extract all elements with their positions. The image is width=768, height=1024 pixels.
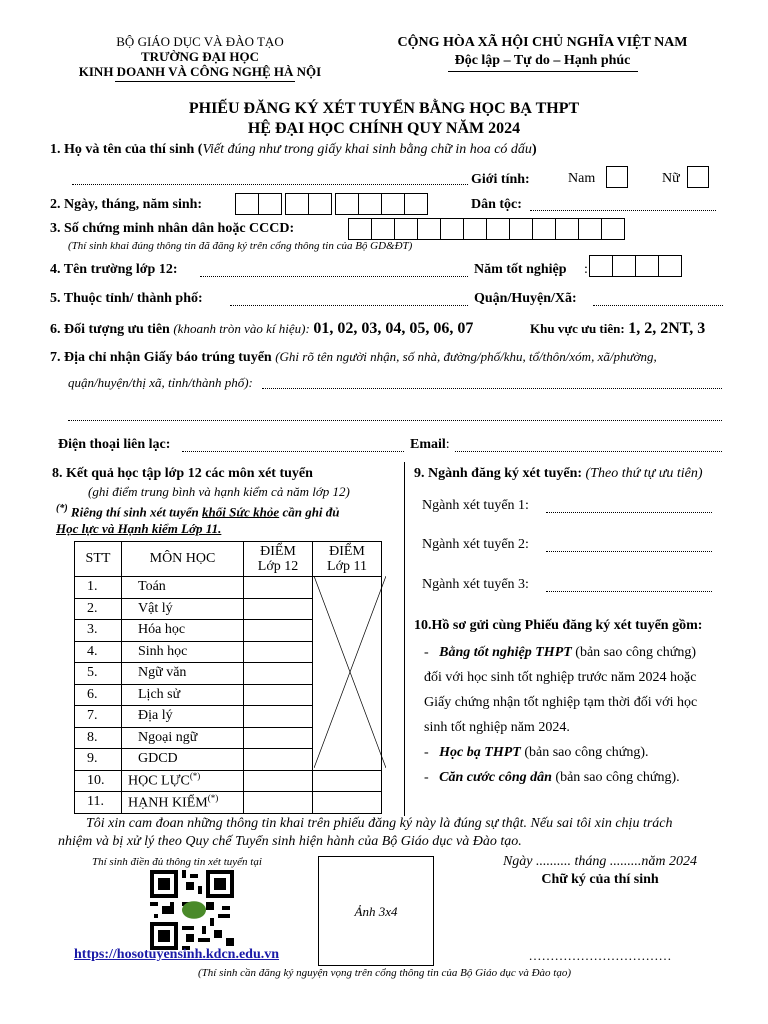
dob-year-1[interactable] [335, 193, 359, 215]
id-digit[interactable] [348, 218, 372, 240]
section-9-title [414, 466, 703, 482]
table-row [75, 770, 382, 792]
major-choice-1-label: Ngành xét tuyển 1: [422, 498, 529, 513]
province-input-line[interactable] [230, 291, 468, 306]
special-text-c: cần ghi đủ [279, 504, 340, 520]
gender-female-checkbox[interactable] [687, 166, 709, 188]
district-input-line[interactable] [593, 291, 723, 306]
id-digit[interactable] [601, 218, 625, 240]
grade-11-cell[interactable] [313, 770, 382, 792]
row-subject-text: Địa lý [138, 708, 173, 724]
doc-item-3 [424, 765, 744, 790]
col-header-stt: STT [75, 542, 122, 577]
row-subject [122, 641, 244, 663]
row-stt: 5. [75, 663, 122, 685]
email-colon: : [445, 437, 450, 452]
row-subject [122, 684, 244, 706]
special-sup: (*) [56, 503, 68, 514]
id-digit[interactable] [509, 218, 533, 240]
doc-item-1 [424, 640, 744, 665]
ethnic-input-line[interactable] [530, 196, 716, 211]
row-stt: 1. [75, 577, 122, 599]
grade-12-cell[interactable] [244, 770, 313, 792]
doc-item-2 [424, 740, 744, 765]
field-7-note2: quận/huyện/thị xã, tỉnh/thành phố): [68, 375, 253, 390]
grade-11-cell[interactable] [313, 792, 382, 814]
area-codes[interactable]: 1, 2, 2NT, 3 [628, 320, 706, 337]
university-line1: TRƯỜNG ĐẠI HỌC [141, 49, 259, 64]
area-label: Khu vực ưu tiên: [530, 321, 625, 336]
grade-12-cell[interactable] [244, 577, 313, 599]
row-subject-text: Hóa học [138, 622, 186, 638]
doc-item-1-cont1: đối với học sinh tốt nghiệp trước năm 2024 hoặc [424, 670, 697, 685]
row-stt: 2. [75, 598, 122, 620]
major-choice-2-input[interactable] [546, 538, 712, 552]
row-subject [122, 770, 244, 792]
ethnic-label: Dân tộc: [471, 197, 522, 212]
gender-male-checkbox[interactable] [606, 166, 628, 188]
grade12-header-top: ĐIỂM [260, 544, 296, 559]
dob-year-3[interactable] [381, 193, 405, 215]
id-digit[interactable] [532, 218, 556, 240]
gender-male-label: Nam [568, 171, 596, 186]
special-text-b: khối Sức khỏe [202, 504, 280, 520]
dash: - [424, 645, 429, 660]
school-input-line[interactable] [200, 262, 468, 277]
section-9-label: 9. Ngành đăng ký xét tuyển: [414, 466, 586, 481]
row-subject-text: GDCD [138, 751, 178, 767]
dash: - [424, 770, 429, 785]
grade12-header-bottom: Lớp 12 [257, 559, 299, 574]
doc-item-2-note: (bản sao công chứng). [520, 745, 649, 760]
row-subject [122, 792, 244, 814]
field-1-fullname [50, 142, 537, 158]
email-input-line[interactable] [455, 437, 722, 452]
dob-boxes[interactable] [236, 193, 428, 215]
section-10-title: 10.Hồ sơ gửi cùng Phiếu đăng ký xét tuyển gồm: [414, 618, 703, 633]
signature-date: Ngày .......... tháng .........năm 2024 [502, 854, 698, 869]
doc-item-2-name: Học bạ THPT [439, 745, 521, 760]
field-2-label: 2. Ngày, tháng, năm sinh: [50, 197, 203, 212]
row-subject-sup: (*) [189, 771, 201, 782]
grade11-crossed-area [314, 576, 386, 768]
section-8-note: (ghi điểm trung bình và hạnh kiểm cả năm lớp 12) [88, 484, 350, 499]
nation-name: CỘNG HÒA XÃ HỘI CHỦ NGHĨA VIỆT NAM [397, 35, 688, 50]
doc-item-1-name: Bằng tốt nghiệp THPT [439, 645, 572, 660]
grade11-header-top: ĐIỂM [329, 544, 365, 559]
grade-12-cell[interactable] [244, 749, 313, 771]
row-subject [122, 577, 244, 599]
row-stt: 11. [75, 792, 122, 814]
nation-header [370, 34, 715, 70]
form-title-line1: PHIẾU ĐĂNG KÝ XÉT TUYỂN BẰNG HỌC BẠ THPT [188, 100, 580, 117]
row-stt: 3. [75, 620, 122, 642]
signature-line[interactable]: …………………………… [528, 948, 672, 963]
doc-item-3-name: Căn cước công dân [439, 770, 552, 785]
id-digit[interactable] [463, 218, 487, 240]
field-1-close: ) [531, 142, 537, 157]
field-1-label: 1. Họ và tên của thí sinh ( [50, 142, 203, 157]
id-digit[interactable] [578, 218, 602, 240]
doc-item-1-note: (bản sao công chứng) [571, 645, 697, 660]
header-underline-left [115, 81, 295, 82]
section-8-title: 8. Kết quả học tập lớp 12 các môn xét tuyển [52, 466, 313, 481]
field-1-note: Viết đúng như trong giấy khai sinh bằng chữ in hoa có dấu [202, 142, 532, 157]
field-7-label: 7. Địa chỉ nhận Giấy báo trúng tuyển [50, 350, 272, 365]
qr-caption: Thí sinh điền đủ thông tin xét tuyển tại [92, 856, 262, 868]
table-row [75, 792, 382, 814]
grad-year-digit[interactable] [612, 255, 636, 277]
major-choice-3-label: Ngành xét tuyển 3: [422, 577, 529, 592]
ministry-name: BỘ GIÁO DỤC VÀ ĐÀO TẠO [116, 34, 284, 49]
field-7-address [50, 349, 657, 366]
field-6-label: 6. Đối tượng ưu tiên [50, 322, 170, 337]
grade-12-cell[interactable] [244, 620, 313, 642]
row-subject-sup: (*) [207, 792, 219, 803]
id-digit[interactable] [555, 218, 579, 240]
field-6-priority [50, 320, 473, 338]
form-title [80, 99, 688, 139]
grades-table-wrapper [74, 541, 382, 814]
grade-12-cell[interactable] [244, 706, 313, 728]
qr-code-image[interactable] [150, 870, 234, 950]
section-8-special-note [56, 500, 340, 537]
field-5-label: 5. Thuộc tỉnh/ thành phố: [50, 291, 203, 306]
university-line2: KINH DOANH VÀ CÔNG NGHỆ HÀ NỘI [78, 64, 322, 79]
district-label: Quận/Huyện/Xã: [474, 291, 577, 306]
doc-item-3-note: (bản sao công chứng). [551, 770, 680, 785]
row-stt: 10. [75, 770, 122, 792]
form-title-line2: HỆ ĐẠI HỌC CHÍNH QUY NĂM 2024 [247, 120, 521, 137]
phone-input-line[interactable] [182, 437, 404, 452]
row-subject-text: Ngữ văn [138, 665, 187, 681]
grad-year-label: Năm tốt nghiệp [474, 262, 567, 277]
header-underline-right [448, 71, 638, 72]
row-subject [122, 620, 244, 642]
row-stt: 4. [75, 641, 122, 663]
grade-12-cell[interactable] [244, 663, 313, 685]
field-4-label: 4. Tên trường lớp 12: [50, 262, 178, 277]
grade-12-cell[interactable] [244, 792, 313, 814]
column-divider [404, 462, 405, 816]
section-10-list [424, 640, 744, 790]
major-choice-1-input[interactable] [546, 499, 712, 513]
dob-month-2[interactable] [308, 193, 332, 215]
special-text-a: Riêng thí sinh xét tuyển [67, 504, 203, 520]
grad-year-colon: : [584, 262, 588, 277]
commitment-line2: nhiệm và bị xử lý theo Quy chế Tuyển sinh hiện hành của Bộ Giáo dục và Đào tạo. [58, 834, 522, 849]
grad-year-digit[interactable] [589, 255, 613, 277]
grad-year-digit[interactable] [635, 255, 659, 277]
row-stt: 6. [75, 684, 122, 706]
row-subject [122, 706, 244, 728]
row-stt: 8. [75, 727, 122, 749]
photo-box[interactable] [318, 856, 434, 966]
id-digit[interactable] [394, 218, 418, 240]
dash: - [424, 745, 429, 760]
priority-codes[interactable]: 01, 02, 03, 04, 05, 06, 07 [313, 320, 474, 337]
special-text-d: Học lực và Hạnh kiểm Lớp 11. [56, 521, 222, 537]
id-number-boxes[interactable] [349, 218, 625, 240]
row-subject-text: Ngoại ngữ [138, 729, 198, 745]
id-digit[interactable] [417, 218, 441, 240]
dob-year-2[interactable] [358, 193, 382, 215]
dob-day-2[interactable] [258, 193, 282, 215]
qr-logo [182, 901, 206, 919]
grade11-header-bottom: Lớp 11 [327, 559, 367, 574]
phone-label: Điện thoại liên lạc: [58, 437, 171, 452]
field-6-note: (khoanh tròn vào kí hiệu): [173, 321, 310, 336]
row-stt: 7. [75, 706, 122, 728]
dob-month-1[interactable] [285, 193, 309, 215]
major-choice-3-input[interactable] [546, 578, 712, 592]
row-subject-text: HỌC LỰC [128, 774, 190, 790]
nation-motto: Độc lập – Tự do – Hạnh phúc [454, 53, 631, 68]
gender-label: Giới tính: [471, 172, 530, 187]
major-choice-2-label: Ngành xét tuyển 2: [422, 537, 529, 552]
grade-12-cell[interactable] [244, 727, 313, 749]
address-input-line1[interactable] [262, 375, 722, 389]
email-label: Email [410, 437, 446, 452]
col-header-grade11 [313, 542, 382, 577]
fullname-input-line[interactable] [72, 170, 468, 185]
registration-link[interactable]: https://hosotuyensinh.kdcn.edu.vn [74, 947, 280, 962]
bottom-note: (Thí sinh cần đăng ký nguyện vọng trên cổng thông tin của Bộ Giáo dục và Đào tạo) [198, 967, 572, 979]
row-subject-text: Vật lý [138, 600, 173, 616]
doc-item-1-cont3: sinh tốt nghiệp năm 2024. [424, 720, 570, 735]
row-subject [122, 663, 244, 685]
row-subject [122, 598, 244, 620]
col-header-grade12 [244, 542, 313, 577]
section-9-note: (Theo thứ tự ưu tiên) [585, 466, 703, 481]
row-subject [122, 749, 244, 771]
grad-year-digit[interactable] [658, 255, 682, 277]
commitment-statement [58, 815, 673, 851]
id-digit[interactable] [440, 218, 464, 240]
photo-label: Ảnh 3x4 [354, 904, 398, 919]
dob-day-1[interactable] [235, 193, 259, 215]
row-stt: 9. [75, 749, 122, 771]
field-3-note: (Thí sinh khai đúng thông tin đã đăng ký trên cổng thông tin của Bộ GD&ĐT) [68, 240, 413, 252]
grade-12-cell[interactable] [244, 684, 313, 706]
grade-12-cell[interactable] [244, 598, 313, 620]
row-subject-text: HẠNH KIỂM [128, 795, 208, 811]
email-field-label [410, 437, 450, 453]
field-7-note1: (Ghi rõ tên người nhận, số nhà, đường/phố/khu, tổ/thôn/xóm, xã/phường, [275, 349, 657, 364]
row-subject-text: Lịch sử [138, 686, 181, 702]
row-subject-text: Sinh học [138, 643, 188, 659]
row-subject [122, 727, 244, 749]
signature-label: Chữ ký của thí sinh [541, 872, 659, 887]
grade-12-cell[interactable] [244, 641, 313, 663]
row-subject-text: Toán [138, 579, 166, 595]
priority-area [530, 320, 705, 338]
address-input-line2[interactable] [68, 407, 722, 421]
grad-year-boxes[interactable] [590, 255, 682, 277]
ministry-header [70, 34, 330, 79]
field-3-label: 3. Số chứng minh nhân dân hoặc CCCD: [50, 221, 295, 236]
gender-female-label: Nữ [662, 171, 680, 186]
commitment-line1: Tôi xin cam đoan những thông tin khai trên phiếu đăng ký này là đúng sự thật. Nếu sai tôi xin chịu trách [86, 816, 673, 831]
dob-year-4[interactable] [404, 193, 428, 215]
id-digit[interactable] [371, 218, 395, 240]
col-header-subject: MÔN HỌC [122, 542, 244, 577]
doc-item-1-cont2: Giấy chứng nhận tốt nghiệp tạm thời đối với học [424, 695, 698, 710]
id-digit[interactable] [486, 218, 510, 240]
